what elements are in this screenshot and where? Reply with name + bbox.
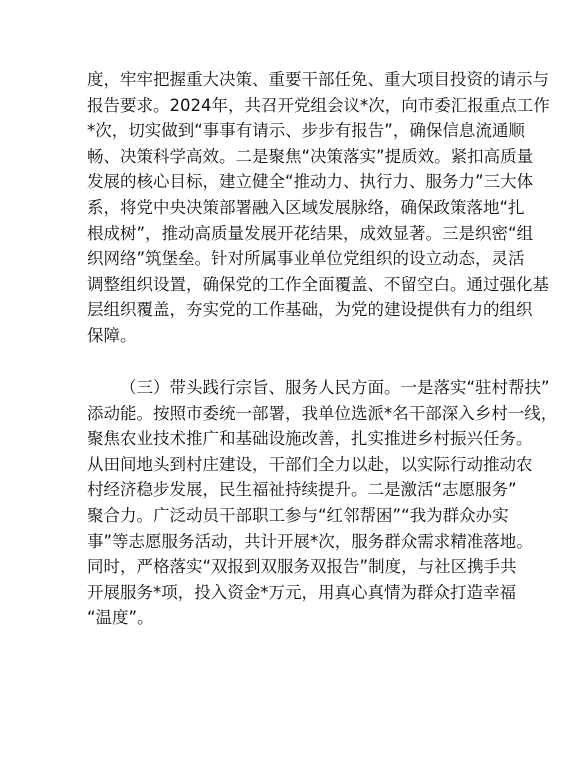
- paragraph-party-leadership: [87, 67, 550, 349]
- section-heading-line: （三）带头践行宗旨、服务人民方面。一是落实“驻村帮扶”: [120, 378, 550, 397]
- text-line: 保障。: [87, 325, 137, 345]
- text-line: “温度”。: [87, 608, 154, 628]
- text-line: 添动能。按照市委统一部署，我单位选派*名干部深入乡村一线，: [87, 403, 558, 423]
- text-line: 发展的核心目标，建立健全“推动力、执行力、服务力”三大体: [87, 172, 534, 192]
- text-line: 开展服务*项，投入资金*万元，用真心真情为群众打造幸福: [87, 582, 516, 602]
- text-line: 同时，严格落实“双报到双服务双报告”制度，与社区携手共: [87, 557, 517, 577]
- text-line: 从田间地头到村庄建设，干部们全力以赴，以实际行动推动农: [87, 454, 533, 474]
- text-line: 报告要求。2024年，共召开党组会议*次，向市委汇报重点工作: [87, 95, 550, 115]
- text-line: *次，切实做到“事事有请示、步步有报告”，确保信息流通顺: [87, 121, 525, 141]
- text-line: 事”等志愿服务活动，共计开展*次，服务群众需求精准落地。: [87, 531, 533, 551]
- text-line: 度，牢牢把握重大决策、重要干部任免、重大项目投资的请示与: [87, 70, 549, 89]
- text-line: 村经济稳步发展，民生福祉持续提升。二是激活“志愿服务”: [87, 480, 517, 500]
- text-line: 织网络”筑堡垒。针对所属事业单位党组织的设立动态，灵活: [87, 249, 525, 269]
- text-line: 聚合力。广泛动员干部职工参与“红邻帮困”“我为群众办实: [87, 505, 509, 525]
- text-line: 根成树”，推动高质量发展开花结果，成效显著。三是织密“组: [87, 223, 534, 243]
- text-line: 系，将党中央决策部署融入区域发展脉络，确保政策落地“扎: [87, 197, 525, 217]
- text-line: 层组织覆盖，夯实党的工作基础，为党的建设提供有力的组织: [87, 300, 533, 320]
- paragraph-serve-the-people: [87, 375, 558, 631]
- text-line: 聚焦农业技术推广和基础设施改善，扎实推进乡村振兴任务。: [87, 429, 533, 449]
- text-line: 畅、决策科学高效。二是聚焦“决策落实”提质效。紧扣高质量: [87, 146, 534, 166]
- text-line: 调整组织设置，确保党的工作全面覆盖、不留空白。通过强化基: [87, 274, 549, 294]
